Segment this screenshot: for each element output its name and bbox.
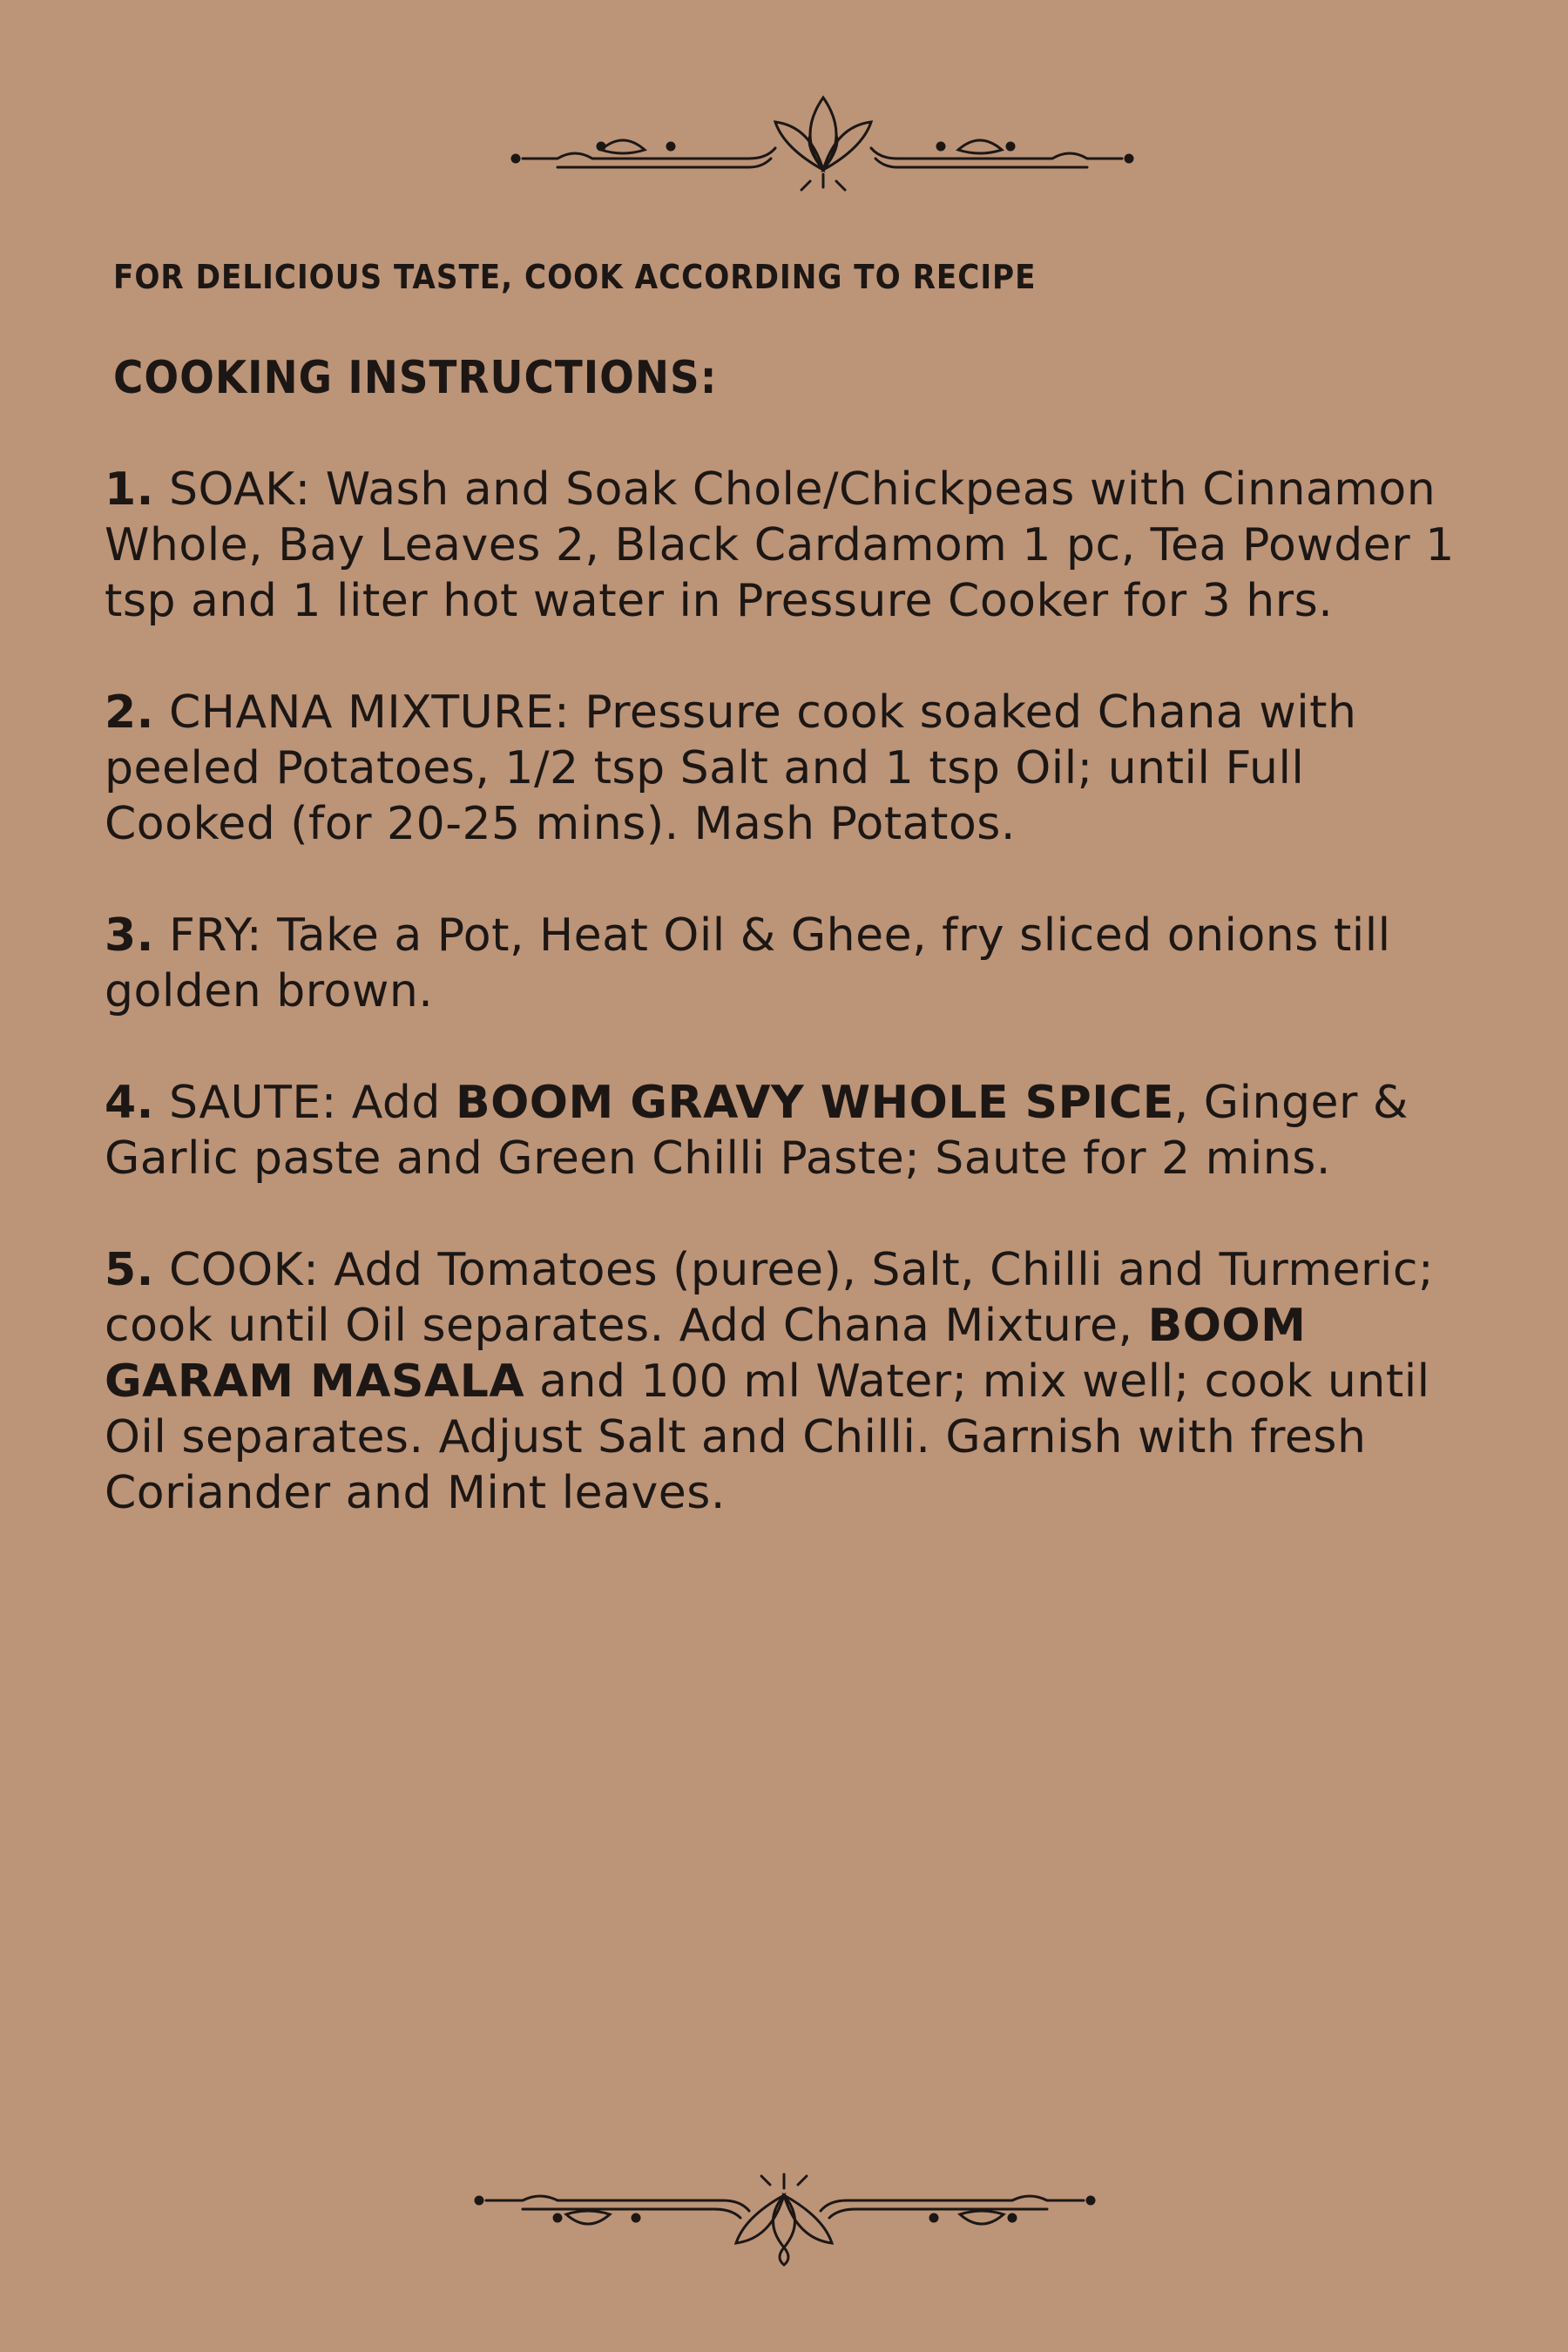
step-text: and 100 ml Water; mix well; cook until Oil separates. Adjust Salt and Chilli. Garnish with fresh Coriander and Mint leaves. xyxy=(105,1355,1430,1519)
step-text: SAUTE: Add xyxy=(153,1077,456,1129)
step-number: 2. xyxy=(105,686,154,739)
instruction-step-2 xyxy=(105,685,1463,852)
step-text: COOK: Add Tomatoes (puree), Salt, Chilli and Turmeric; cook until Oil separates. Add Chana Mixture, xyxy=(105,1244,1434,1352)
step-text: SOAK: Wash and Soak Chole/Chickpeas with Cinnamon Whole, Bay Leaves 2, Black Cardamom 1 pc, Tea Powder 1 tsp and 1 liter hot water in Pressure Cooker for 3 hrs. xyxy=(105,463,1455,627)
instruction-step-3 xyxy=(105,908,1463,1019)
step-text: , Ginger & Garlic paste and Green Chilli Paste; Saute for 2 mins. xyxy=(105,1077,1409,1185)
bottom-lotus-divider-icon xyxy=(0,2160,1568,2269)
tagline: FOR DELICIOUS TASTE, COOK ACCORDING TO RECIPE xyxy=(113,258,1037,296)
instruction-step-4 xyxy=(105,1075,1463,1186)
product-name: BOOM GRAVY WHOLE SPICE xyxy=(455,1077,1174,1129)
product-name: BOOM GARAM MASALA xyxy=(105,1300,1307,1408)
instruction-step-1 xyxy=(105,462,1463,629)
step-text: CHANA MIXTURE: Pressure cook soaked Chana with peeled Potatoes, 1/2 tsp Salt and 1 tsp Oil; until Full Cooked (for 20-25 mins). Mash Potatos. xyxy=(105,686,1357,850)
step-number: 5. xyxy=(105,1244,154,1296)
top-lotus-divider-icon xyxy=(0,87,1568,196)
instruction-list xyxy=(105,462,1463,1577)
step-number: 4. xyxy=(105,1077,154,1129)
instruction-step-5 xyxy=(105,1242,1463,1521)
page-title: COOKING INSTRUCTIONS: xyxy=(113,352,718,404)
step-number: 1. xyxy=(105,463,154,516)
step-text: FRY: Take a Pot, Heat Oil & Ghee, fry sliced onions till golden brown. xyxy=(105,909,1391,1017)
step-number: 3. xyxy=(105,909,154,962)
